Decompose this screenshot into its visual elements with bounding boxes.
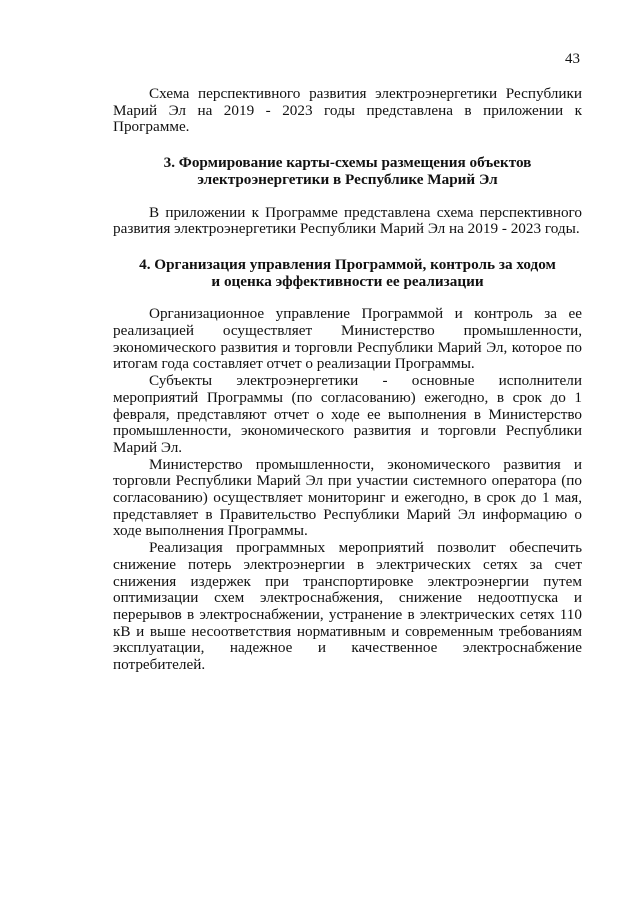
section-3-paragraph: В приложении к Программе представлена схема перспективного развития электроэнергетики Республики Марий Эл на 2019 - 2023 годы.	[113, 203, 582, 238]
section-4-paragraph-ministry: Министерство промышленности, экономического развития и торговли Республики Марий Эл при участии системного оператора (по согласованию) осуществляет мониторинг и ежегодно, в срок до 1 мая, представляет в Правительство Республики Марий Эл информацию о ходе выполнения Программы.	[113, 455, 582, 540]
section-4-paragraph-subjects: Субъекты электроэнергетики - основные исполнители мероприятий Программы (по согласованию) ежегодно, в срок до 1 февраля, представляют отчет о ходе ее выполнения в Министерство промышленности, экономического развития и торговли Республики Марий Эл.	[113, 372, 582, 456]
section-4-paragraph-management: Организационное управление Программой и контроль за ее реализацией осуществляет Министерство промышленности, экономического развития и торговли Республики Марий Эл, которое по итогам года составляет отчет о реализации Программы.	[113, 305, 582, 373]
section-4-heading	[113, 257, 582, 290]
section-3-heading-line-2: электроэнергетики в Республике Марий Эл	[197, 170, 498, 188]
section-3-heading-line-1: 3. Формирование карты-схемы размещения объектов	[163, 154, 532, 172]
page-number: 43	[565, 51, 580, 67]
document-body	[113, 86, 582, 674]
section-3-heading	[113, 155, 582, 188]
intro-paragraph: Схема перспективного развития электроэнергетики Республики Марий Эл на 2019 - 2023 годы представлена в приложении к Программе.	[113, 85, 582, 136]
section-4-paragraph-results: Реализация программных мероприятий позволит обеспечить снижение потерь электроэнергии в электрических сетях за счет снижения издержек при транспортировке электроэнергии путем оптимизации схем электроснабжения, снижение недоотпуска и перерывов в электроснабжении, устранение в электрических сетях 110 кВ и выше несоответствия нормативным и современным требованиям эксплуатации, надежное и качественное электроснабжение потребителей.	[113, 539, 582, 674]
section-4-heading-line-1: 4. Организация управления Программой, контроль за ходом	[139, 255, 556, 273]
section-4-heading-line-2: и оценка эффективности ее реализации	[211, 272, 484, 290]
